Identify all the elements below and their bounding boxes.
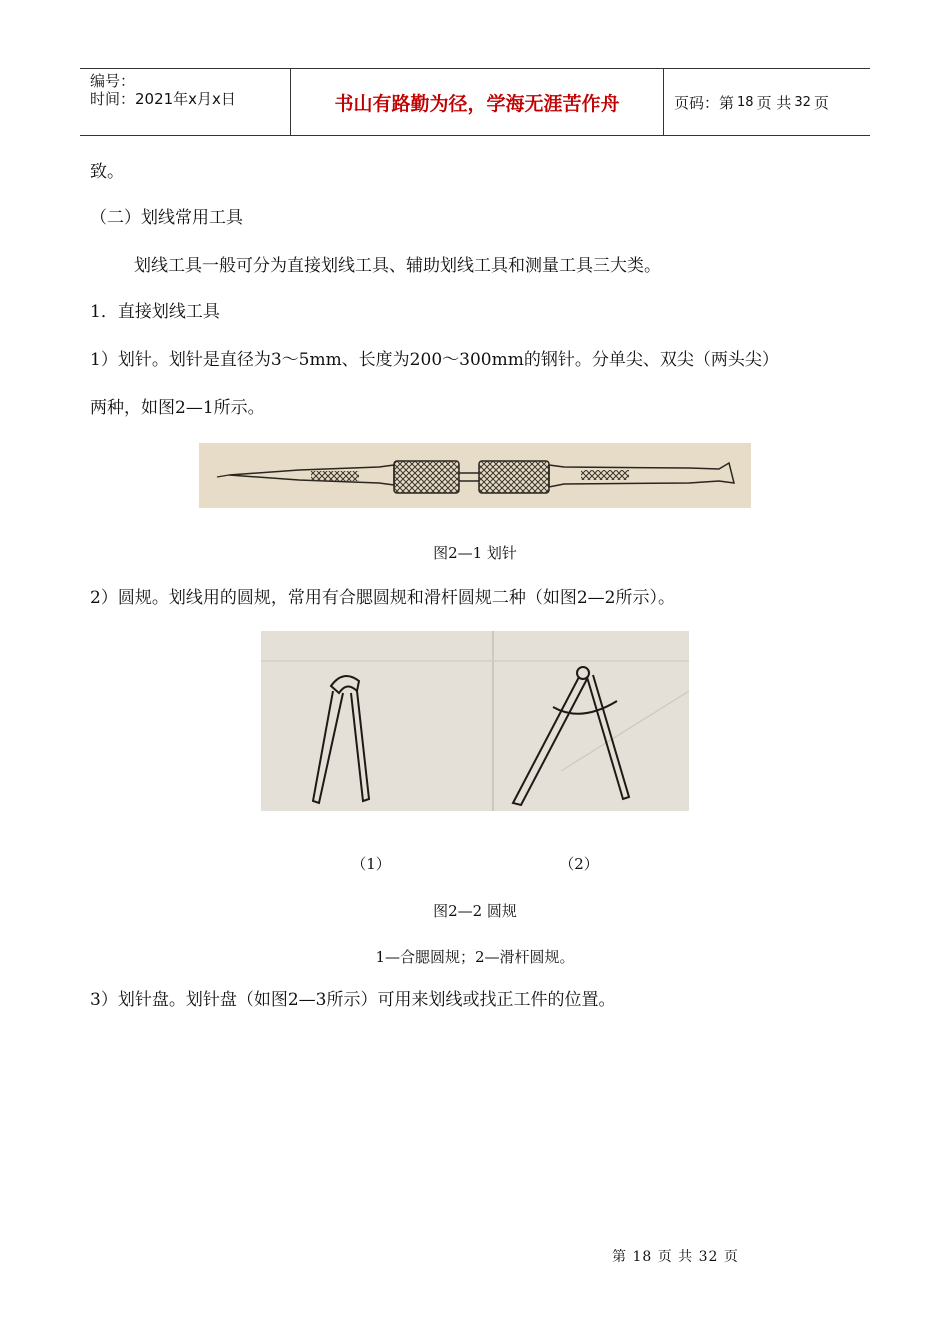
figure2-label-1: （1） — [351, 855, 391, 873]
item-scriber-line2: 两种，如图2—1所示。 — [90, 398, 265, 418]
item-surface-gauge: 3）划针盘。划针盘（如图2—3所示）可用来划线或找正工件的位置。 — [90, 990, 616, 1010]
serial-label: 编号： — [90, 72, 136, 90]
figure2-caption: 图2—2 圆规 — [433, 902, 517, 920]
figure2-note: 1—合腮圆规；2—滑杆圆规。 — [375, 948, 575, 966]
header-motto: 书山有路勤为径，学海无涯苦作舟 — [291, 69, 664, 135]
intro-paragraph: 划线工具一般可分为直接划线工具、辅助划线工具和测量工具三大类。 — [134, 256, 661, 276]
page-prefix: 页码：第 — [674, 93, 735, 112]
page-number: 18 — [737, 94, 754, 110]
page-suffix: 页 — [813, 93, 829, 112]
figure1-caption: 图2—1 划针 — [433, 544, 517, 562]
item-scriber-line1: 1）划针。划针是直径为3～5mm、长度为200～300mm的钢针。分单尖、双尖（两头尖） — [90, 350, 779, 370]
page-footer: 第 18 页 共 32 页 — [612, 1249, 739, 1265]
page-header — [80, 68, 870, 136]
time-label: 时间：2021年x月x日 — [90, 90, 236, 108]
header-page-info — [664, 69, 870, 135]
compass-figure — [261, 631, 689, 811]
page-mid: 页 共 — [756, 93, 792, 112]
scriber-figure — [199, 443, 751, 508]
header-meta — [80, 69, 291, 135]
subsection-heading: 1．直接划线工具 — [90, 302, 220, 322]
section-heading: （二）划线常用工具 — [90, 208, 243, 228]
figure2-label-2: （2） — [559, 855, 599, 873]
paragraph-continuation: 致。 — [90, 162, 124, 182]
page-total: 32 — [794, 94, 811, 110]
item-compass: 2）圆规。划线用的圆规，常用有合腮圆规和滑杆圆规二种（如图2—2所示）。 — [90, 588, 675, 608]
